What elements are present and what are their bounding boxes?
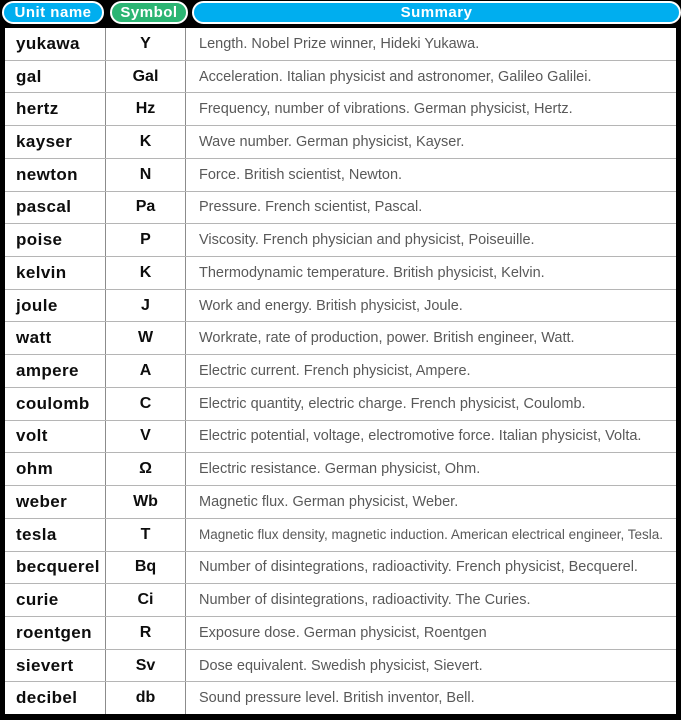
- symbol-cell: T: [106, 519, 186, 551]
- table-row: [5, 519, 676, 552]
- header-pill-unit-name: Unit name: [2, 1, 104, 24]
- symbol-cell: Wb: [106, 486, 186, 518]
- table-row: [5, 322, 676, 355]
- summary-cell: Length. Nobel Prize winner, Hideki Yukawa.: [199, 35, 480, 52]
- header-pill-symbol: Symbol: [110, 1, 188, 24]
- table-row: [5, 453, 676, 486]
- unit-name-cell: yukawa: [5, 28, 106, 60]
- symbol-cell: A: [106, 355, 186, 387]
- table-row: [5, 224, 676, 257]
- table-row: [5, 355, 676, 388]
- summary-cell: Number of disintegrations, radioactivity. The Curies.: [199, 592, 531, 609]
- table-row: [5, 192, 676, 225]
- symbol-cell: P: [106, 224, 186, 256]
- summary-cell: Electric resistance. German physicist, Ohm.: [199, 461, 481, 478]
- summary-cell: Force. British scientist, Newton.: [199, 166, 403, 183]
- unit-name-cell: tesla: [5, 519, 106, 551]
- summary-cell: Electric potential, voltage, electromotive force. Italian physicist, Volta.: [199, 428, 642, 445]
- symbol-cell: W: [106, 322, 186, 354]
- unit-name-cell: kelvin: [5, 257, 106, 289]
- summary-cell: Thermodynamic temperature. British physicist, Kelvin.: [199, 264, 545, 281]
- symbol-cell: K: [106, 257, 186, 289]
- unit-name-cell: volt: [5, 421, 106, 453]
- summary-cell: Sound pressure level. British inventor, Bell.: [199, 690, 475, 707]
- unit-name-cell: ohm: [5, 453, 106, 485]
- summary-cell: Wave number. German physicist, Kayser.: [199, 134, 465, 151]
- summary-cell: Workrate, rate of production, power. British engineer, Watt.: [199, 330, 575, 347]
- unit-name-cell: joule: [5, 290, 106, 322]
- symbol-cell: Sv: [106, 650, 186, 682]
- unit-name-cell: weber: [5, 486, 106, 518]
- unit-name-cell: coulomb: [5, 388, 106, 420]
- symbol-cell: Hz: [106, 93, 186, 125]
- symbol-cell: Pa: [106, 192, 186, 224]
- table-header-band: [0, 0, 681, 28]
- summary-cell: Exposure dose. German physicist, Roentgen: [199, 624, 487, 641]
- symbol-cell: db: [106, 682, 186, 714]
- table-row: [5, 159, 676, 192]
- units-table: [5, 28, 676, 714]
- unit-name-cell: roentgen: [5, 617, 106, 649]
- summary-cell: Number of disintegrations, radioactivity. French physicist, Becquerel.: [199, 559, 638, 576]
- unit-name-cell: curie: [5, 584, 106, 616]
- summary-cell: Acceleration. Italian physicist and astronomer, Galileo Galilei.: [199, 68, 592, 85]
- summary-cell: Magnetic flux density, magnetic induction. American electrical engineer, Tesla.: [199, 527, 663, 543]
- symbol-cell: N: [106, 159, 186, 191]
- unit-name-cell: becquerel: [5, 552, 106, 584]
- table-row: [5, 552, 676, 585]
- symbol-cell: Ω: [106, 453, 186, 485]
- unit-name-cell: kayser: [5, 126, 106, 158]
- table-row: [5, 682, 676, 714]
- header-pill-summary: Summary: [192, 1, 681, 24]
- summary-cell: Electric current. French physicist, Ampere.: [199, 363, 471, 380]
- symbol-cell: V: [106, 421, 186, 453]
- summary-cell: Viscosity. French physician and physicist, Poiseuille.: [199, 232, 535, 249]
- table-row: [5, 388, 676, 421]
- unit-name-cell: ampere: [5, 355, 106, 387]
- table-row: [5, 290, 676, 323]
- unit-name-cell: sievert: [5, 650, 106, 682]
- table-row: [5, 28, 676, 61]
- table-row: [5, 650, 676, 683]
- symbol-cell: Y: [106, 28, 186, 60]
- table-row: [5, 257, 676, 290]
- table-row: [5, 421, 676, 454]
- summary-cell: Work and energy. British physicist, Joule.: [199, 297, 463, 314]
- table-row: [5, 61, 676, 94]
- summary-cell: Pressure. French scientist, Pascal.: [199, 199, 423, 216]
- summary-cell: Magnetic flux. German physicist, Weber.: [199, 493, 459, 510]
- unit-name-cell: hertz: [5, 93, 106, 125]
- symbol-cell: Bq: [106, 552, 186, 584]
- symbol-cell: Gal: [106, 61, 186, 93]
- symbol-cell: J: [106, 290, 186, 322]
- table-row: [5, 617, 676, 650]
- table-row: [5, 486, 676, 519]
- symbol-cell: R: [106, 617, 186, 649]
- table-row: [5, 584, 676, 617]
- unit-name-cell: poise: [5, 224, 106, 256]
- unit-name-cell: gal: [5, 61, 106, 93]
- unit-name-cell: decibel: [5, 682, 106, 714]
- unit-name-cell: pascal: [5, 192, 106, 224]
- summary-cell: Electric quantity, electric charge. French physicist, Coulomb.: [199, 395, 586, 412]
- table-row: [5, 93, 676, 126]
- symbol-cell: C: [106, 388, 186, 420]
- unit-name-cell: newton: [5, 159, 106, 191]
- table-row: [5, 126, 676, 159]
- symbol-cell: Ci: [106, 584, 186, 616]
- summary-cell: Dose equivalent. Swedish physicist, Sievert.: [199, 657, 483, 674]
- summary-cell: Frequency, number of vibrations. German physicist, Hertz.: [199, 101, 573, 118]
- symbol-cell: K: [106, 126, 186, 158]
- unit-name-cell: watt: [5, 322, 106, 354]
